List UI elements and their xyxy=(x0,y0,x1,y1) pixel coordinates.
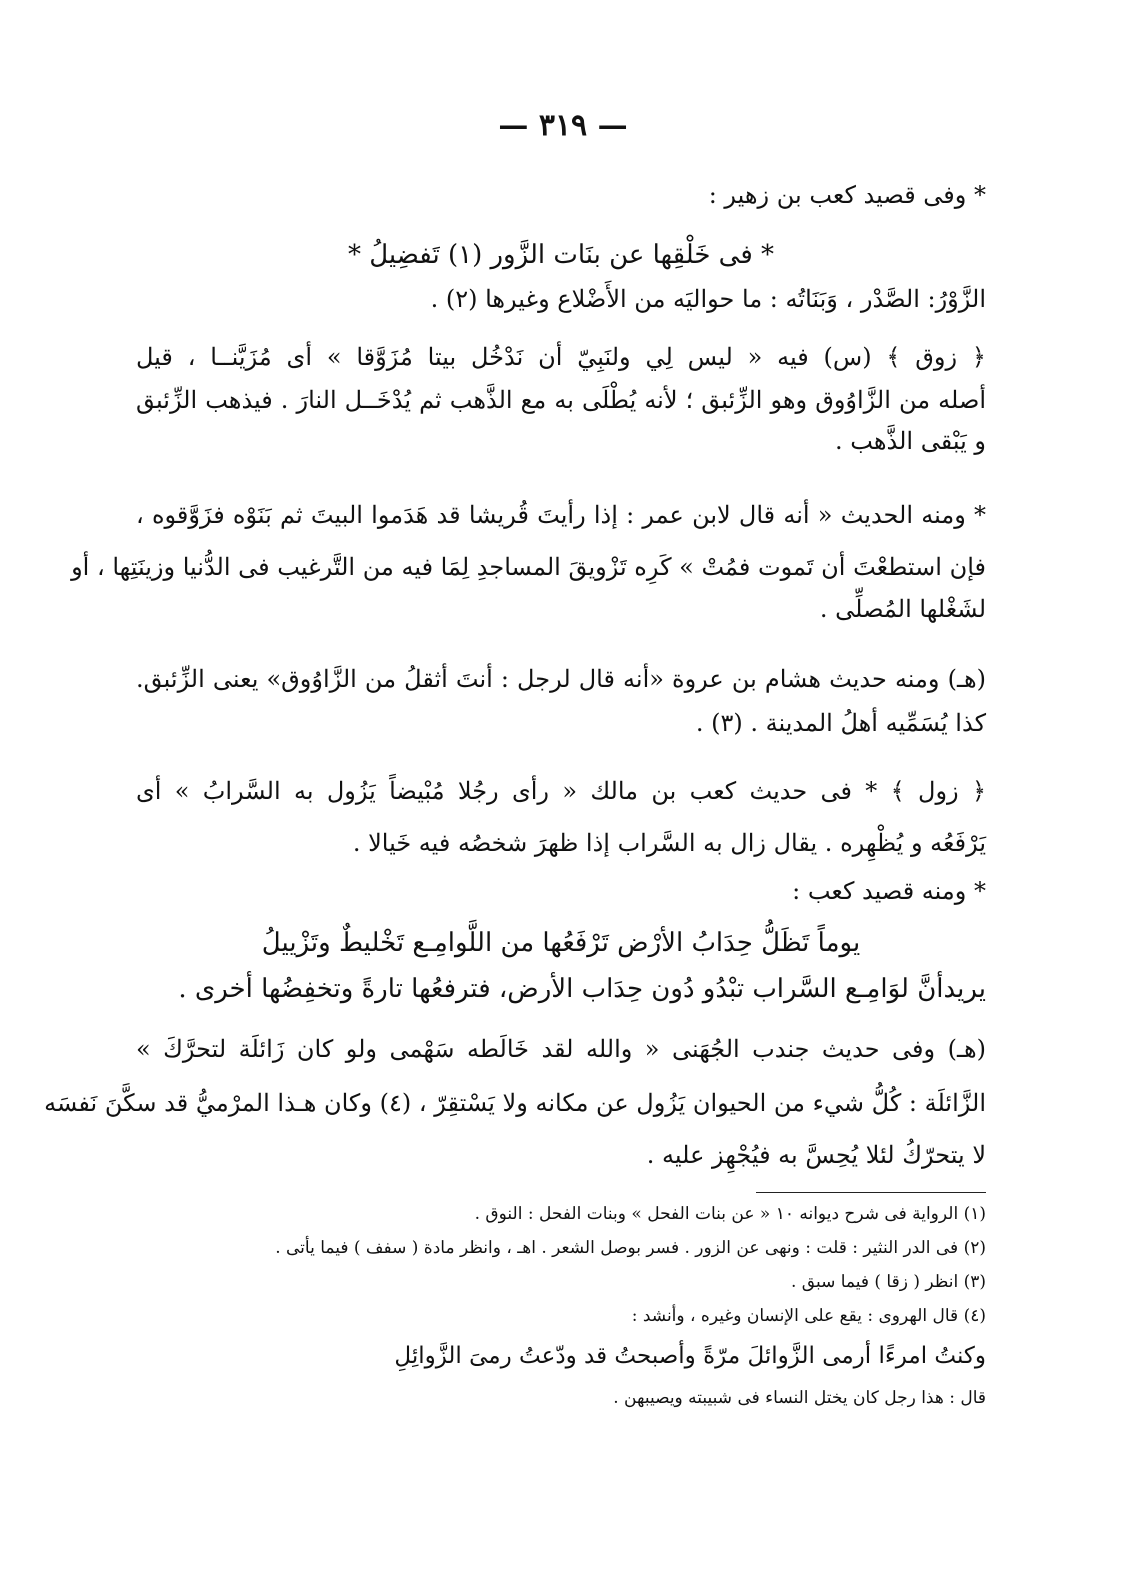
body-line: أصله من الزَّاوُوق وهو الزِّئبق ؛ لأنه يُطْلَى به مع الذَّهب ثم يُدْخَــل النارَ . فيذهب الزِّئبق xyxy=(136,386,986,414)
page-number: — ٣١٩ — xyxy=(498,108,628,143)
body-line: * ومنه قصيد كعب : xyxy=(792,877,986,905)
body-line: يَرْفَعُه و يُظْهِره . يقال زال به السَّراب إذا ظهرَ شخصُه فيه خَيالا . xyxy=(352,829,986,857)
body-line: فإن استطعْتَ أن تَموت فمُتْ » كَرِه تَزْويقَ المساجدِ لِمَا فيه من التَّرغيب فى الدُّنيا وزينَتِها ، أو xyxy=(71,553,986,581)
footnote-verse: وكنتُ امرءًا أرمى الزَّوائلَ مرّةً وأصبحتُ قد ودّعتُ رمىَ الزَّوائِلِ xyxy=(394,1343,986,1369)
footnote: (٢) فى الدر النثير : قلت : ونهى عن الزور . فسر بوصل الشعر . اهـ ، وانظر مادة ( سفف ) فيما يأتى . xyxy=(275,1238,986,1258)
footnote: (٣) انظر ( زقا ) فيما سبق . xyxy=(790,1272,986,1292)
verse-line: * فى خَلْقِها عن بنَات الزَّور (١) تَفضِيلُ * xyxy=(347,240,775,270)
footnote: (١) الرواية فى شرح ديوانه ١٠ « عن بنات الفحل » وبنات الفحل : النوق . xyxy=(474,1204,986,1224)
footnote-divider xyxy=(756,1192,986,1193)
body-line: الزَّوْرُ: الصَّدْر ، وَبَنَاتُه : ما حواليَه من الأَضْلاع وغيرها (٢) . xyxy=(430,285,986,313)
body-line: الزَّائلَة : كُلُّ شيء من الحيوان يَزُول عن مكانه ولا يَسْتقِرّ ، (٤) وكان هـذا المرْميُّ قد سكَّنَ نَفسَه xyxy=(44,1089,986,1117)
body-line: كذا يُسَمِّيه أهلُ المدينة . (٣) . xyxy=(695,709,986,737)
body-line: (هـ) ومنه حديث هشام بن عروة «أنه قال لرجل : أنتَ أثقلُ من الزَّاوُوق» يعنى الزِّئبق. xyxy=(136,665,986,693)
body-line: لشَغْلها المُصلِّى . xyxy=(819,595,986,623)
entry-zawq-line: ﴿ زوق ﴾ (س) فيه « ليس لِي ولنَبِيّ أن نَدْخُل بيتا مُزَوَّقا » أى مُزَيَّنــا ، قيل xyxy=(136,343,986,371)
body-line: لا يتحرّكُ لئلا يُحِسَّ به فيُجْهِز عليه . xyxy=(646,1141,986,1169)
body-line: * ومنه الحديث « أنه قال لابن عمر : إذا رأيتَ قُريشا قد هَدَموا البيتَ ثم بَنَوْه فزَوَّقوه ، xyxy=(136,501,986,529)
footnote: قال : هذا رجل كان يختل النساء فى شبيبته ويصيبهن . xyxy=(613,1388,986,1408)
footnote: (٤) قال الهروى : يقع على الإنسان وغيره ، وأنشد : xyxy=(631,1306,986,1326)
body-line: (هـ) وفى حديث جندب الجُهَنى « والله لقد خَالَطه سَهْمى ولو كان زَائلَة لتحرَّكَ » xyxy=(136,1035,986,1063)
verse-line: يوماً تَظَلُّ حِدَابُ الأرْض تَرْفَعُها من اللَّوامِـع تَخْليطٌ وتَزْييلُ xyxy=(261,928,861,958)
entry-zawl-line: ﴿ زول ﴾ * فى حديث كعب بن مالك « رأى رجُلا مُبْيضاً يَزُول به السَّرابُ » أى xyxy=(136,777,986,805)
body-line: يريدأنَّ لوَامِـع السَّراب تبْدُو دُون حِدَاب الأرض، فترفعُها تارةً وتخفِضُها أخرى . xyxy=(178,974,986,1004)
body-line: و يَبْقى الذَّهب . xyxy=(835,427,986,455)
body-line: * وفى قصيد كعب بن زهير : xyxy=(708,181,986,209)
